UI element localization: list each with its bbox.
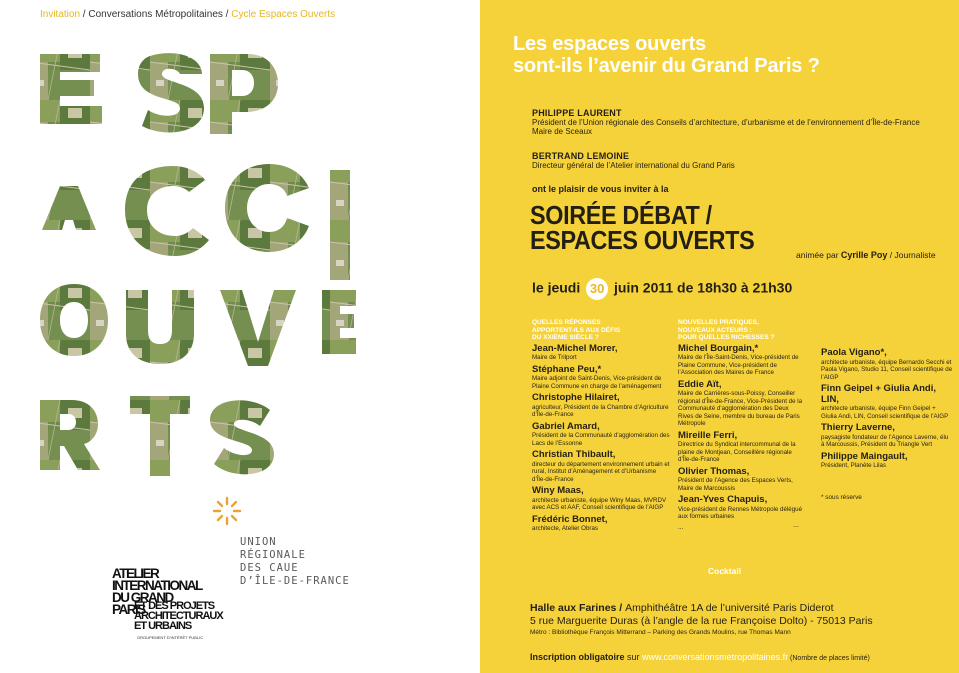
breadcrumb-cycle: Cycle Espaces Ouverts bbox=[231, 9, 336, 20]
event-date: le jeudi 30 juin 2011 de 18h30 à 21h30 bbox=[532, 278, 792, 300]
speaker: Christian Thibault, directeur du département environnement urbain et rural, Institut d’Aménagement et d’Urbanisme d’Île-de-France bbox=[532, 449, 670, 483]
event-title: SOIRÉE DÉBAT / ESPACES OUVERTS bbox=[530, 200, 755, 255]
column-1-heading: QUELLES RÉPONSES APPORTENT-ILS AUX DÉFIS DU XXIÈME SIÈCLE ? bbox=[532, 319, 621, 341]
speaker: Jean-Yves Chapuis, Vice-président de Rennes Métropole délégué aux formes urbaines bbox=[678, 494, 803, 520]
speaker: Christophe Hilairet, agriculteur, Président de la Chambre d’Agriculture d’Île-de-France bbox=[532, 392, 669, 418]
sun-logo-icon bbox=[212, 496, 242, 526]
speaker: Stéphane Peu,* Maire adjoint de Saint-Denis, Vice-président de Plaine Commune en charge de l’aménagement bbox=[532, 363, 662, 390]
urcaue-logo: UNION RÉGIONALE DES CAUE D’ÎLE-DE-FRANCE bbox=[240, 536, 350, 587]
breadcrumb-conversations: Conversations Métropolitaines bbox=[88, 9, 223, 20]
right-panel bbox=[480, 0, 959, 673]
speaker: Eddie Aït, Maire de Carrières-sous-Poissy, Conseiller régional d’Île-de-France, Vice-Président de la Communauté d’agglomération des Deux Rives de Seine, membre du bureau de Paris Métropole bbox=[678, 378, 803, 427]
speaker: Winy Maas, architecte urbaniste, équipe Winy Maas, MVRDV avec ACS et AAF, Conseil scientifique de l’AIGP bbox=[532, 485, 667, 511]
speaker: Paola Vigano*, architecte urbaniste, équipe Bernardo Secchi et Paola Vigano, Studio 11, Conseil scientifique de l’AIGP bbox=[821, 347, 953, 381]
column-2-ellipsis: ... bbox=[678, 523, 684, 531]
host-2: BERTRAND LEMOINE Directeur général de l’Atelier international du Grand Paris bbox=[532, 151, 735, 170]
speaker: Olivier Thomas, Président de l’Agence des Espaces Verts, Maire de Marcoussis bbox=[678, 465, 793, 492]
registration-link[interactable]: www.conversationsmetropolitaines.fr bbox=[642, 652, 789, 662]
aerial-letters-icon bbox=[30, 40, 360, 510]
speaker: Frédéric Bonnet, architecte, Atelier Obras bbox=[532, 513, 608, 532]
column-2-heading: NOUVELLES PRATIQUES, NOUVEAUX ACTEURS : POUR QUELLES RICHESSES ? bbox=[678, 319, 775, 341]
speakers-column-1 bbox=[532, 319, 670, 536]
breadcrumb-invitation: Invitation bbox=[40, 9, 81, 20]
speaker: Thierry Laverne, paysagiste fondateur de l’Agence Laverne, élu à Marcoussis, Président du Triangle Vert bbox=[821, 422, 949, 448]
venue-block: Halle aux Farines / Amphithéâtre 1A de l’université Paris Diderot 5 rue Marguerite Duras (à l’angle de la rue Françoise Dolto) - 75013 Paris Métro : Bibliothèque François Mitterrand – Parking des Grands Moulins, rue Thomas Mann bbox=[530, 602, 873, 636]
date-day-badge: 30 bbox=[586, 278, 608, 300]
speaker: Philippe Maingault, Président, Planète Lilas bbox=[821, 450, 908, 469]
speakers-column-2 bbox=[678, 319, 804, 531]
speaker: Jean-Michel Morer, Maire de Trilport bbox=[532, 342, 618, 361]
speaker: Michel Bourgain,* Maire de l’Île-Saint-Denis, Vice-président de Plaine Commune, Vice-président de l’Association des Maires de France bbox=[678, 342, 799, 376]
speakers-column-3 bbox=[821, 348, 953, 501]
inscription-line: Inscription obligatoire sur www.conversationsmetropolitaines.fr (Nombre de places limité) bbox=[530, 652, 870, 662]
reserve-note: * sous réserve bbox=[821, 493, 862, 501]
cocktail-label: Cocktail bbox=[708, 566, 742, 576]
breadcrumb: Invitation / Conversations Métropolitaines / Cycle Espaces Ouverts bbox=[40, 9, 336, 20]
aerial-letters-graphic bbox=[30, 40, 360, 510]
speaker: Finn Geipel + Giulia Andi, LIN, architecte urbaniste, équipe Finn Geipel + Giulia Andi, LIN, Conseil scientifique de l’AIGP bbox=[821, 383, 949, 420]
host-1: PHILIPPE LAURENT Président de l’Union régionale des Conseils d’architecture, d’urbanisme et de l’environnement d’Île-de-France Maire de Sceaux bbox=[532, 108, 920, 136]
invite-text: ont le plaisir de vous inviter à la bbox=[532, 184, 669, 194]
page-title: Les espaces ouverts sont-ils l’avenir du Grand Paris ? bbox=[513, 33, 820, 77]
animator: animée par Cyrille Poy / Journaliste bbox=[796, 250, 936, 260]
aigp-logo: ATELIER INTERNATIONAL DU GRAND PARIS ET DES PROJETS ARCHITECTURAUX ET URBAINS GROUPEMENT D’INTÉRÊT PUBLIC bbox=[112, 566, 223, 640]
speaker: Gabriel Amard, Président de la Communauté d’agglomération des Lacs de l’Essonne bbox=[532, 420, 670, 447]
speaker: Mireille Ferri, Directrice du Syndicat intercommunal de la plaine de Montjean, Conseillère régionale d’Île-de-France bbox=[678, 429, 796, 463]
ellipsis-mark: ... bbox=[793, 522, 799, 529]
